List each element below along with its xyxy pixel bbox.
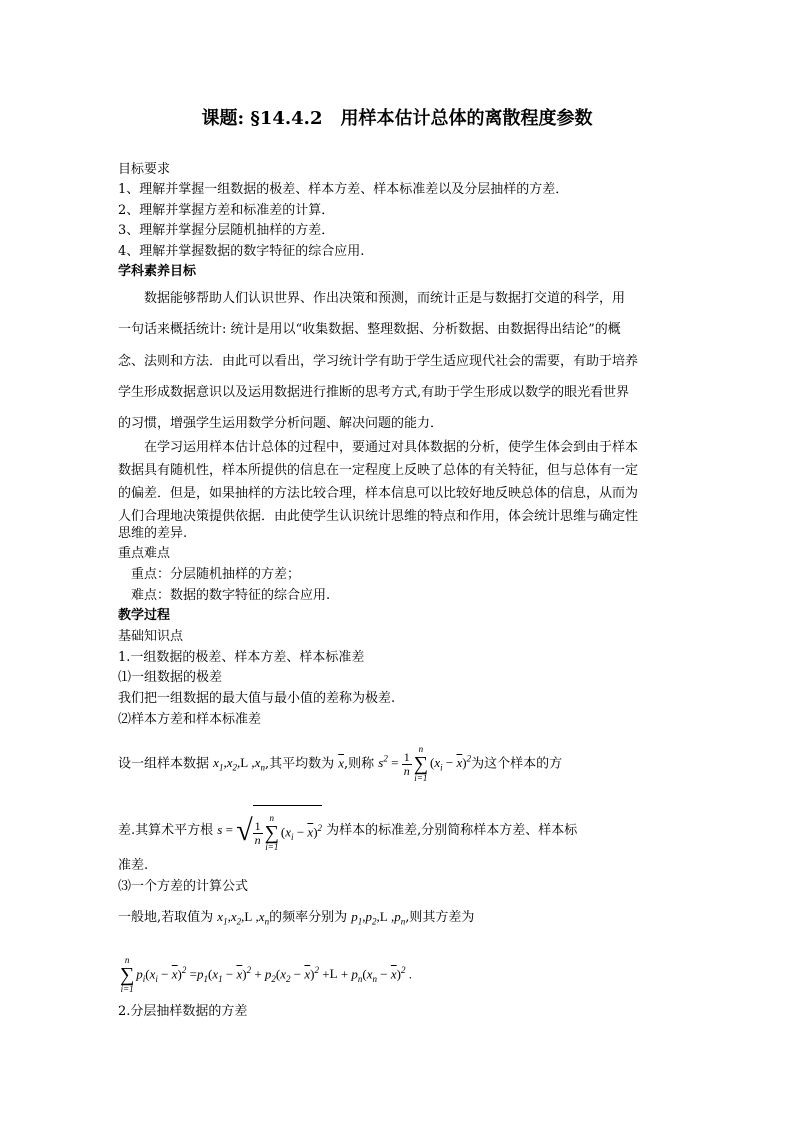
math-variance-formula: $s^2$ = $\frac{1}{n}$ n ∑ $i=1(x_i - \overline{x})^2$ — [378, 744, 472, 784]
paragraph-line: 一句话来概括统计: 统计是用以“收集数据、整理数据、分析数据、由数据得出结论”的概 — [118, 322, 621, 337]
formula-text: 为这个样本的方 — [471, 756, 563, 772]
formula-text: ,则其方差为 — [405, 910, 475, 925]
paragraph-line: 思维的差异. — [118, 526, 188, 541]
goal-item: 3、理解并掌握分层随机抽样的方差． — [118, 223, 335, 238]
paragraph-line: 在学习运用样本估计总体的过程中，要通过对具体数据的分析，使学生体会到由于样本 — [118, 440, 639, 455]
math-sample-data: $x_1,x_2,L$ $,x_n$ — [213, 755, 265, 773]
formula-frequency-line — [118, 906, 474, 933]
subsection-heading: ⑵样本方差和样本标准差 — [118, 712, 262, 727]
paragraph-line: 人们合理地决策提供依据．由此使学生认识统计思维的特点和作用，体会统计思维与确定性 — [118, 509, 639, 524]
subsection-heading: ⑶一个方差的计算公式 — [118, 879, 249, 894]
goals-heading: 目标要求 — [118, 162, 171, 177]
keypoint-difficulty: 难点：数据的数字特征的综合应用. — [118, 588, 331, 603]
paragraph-line: 学生形成数据意识以及运用数据进行推断的思考方式,有助于学生形成以数学的眼光看世界 — [118, 385, 630, 400]
paragraph-line: 数据能够帮助人们认识世界、作出决策和预测，而统计正是与数据打交道的科学，用 — [118, 291, 626, 306]
formula-text: 差.其算术平方根 — [118, 822, 214, 838]
math-mean: $\overline{x}$ — [338, 755, 345, 771]
formula-text: 一般地,若取值为 — [118, 910, 214, 925]
formula-variance-line — [118, 742, 562, 785]
page-title: 课题: §14.4.2 用样本估计总体的离散程度参数 — [201, 108, 593, 129]
formula-text: 为样本的标准差,分别简称样本方差、样本标 — [326, 822, 578, 838]
math-values: $x_1,x_2,L$ $,x_n$ — [217, 909, 270, 927]
literacy-heading: 学科素养目标 — [118, 264, 197, 279]
formula-text: 准差. — [118, 858, 149, 873]
formula-stddev-line — [118, 805, 577, 857]
formula-text: 的频率分别为 — [269, 910, 348, 925]
math-frequencies: $p_1,p_2,L$ $,p_n$ — [351, 909, 406, 927]
subsection-heading: ⑴一组数据的极差 — [118, 670, 223, 685]
formula-text: ,则称 — [344, 756, 375, 772]
math-weighted-variance: n ∑ $i=1p_i(x_i - \overline{x})^2 =p_1(x_1 - \overline{x})^2 + p_2(x_2 - \overline{x})^2 +L + p_n(x_n - \overline{x})^2$ . — [120, 955, 412, 995]
keypoint-focus: 重点：分层随机抽样的方差； — [118, 567, 301, 582]
paragraph-line: 的偏差．但是，如果抽样的方法比较合理，样本信息可以比较好地反映总体的信息，从而为 — [118, 486, 639, 501]
math-stddev-formula: s = √ $\frac{1}{n}$ n ∑ $i=1(x_i - \overline{x})^2$ — [217, 822, 322, 837]
section-heading: 2.分层抽样数据的方差 — [118, 1004, 248, 1019]
paragraph-line: 我们把一组数据的最大值与最小值的差称为极差. — [118, 691, 396, 706]
goal-item: 1、理解并掌握一组数据的极差、样本方差、样本标准差以及分层抽样的方差． — [118, 182, 569, 197]
paragraph-line: 数据具有随机性，样本所提供的信息在一定程度上反映了总体的有关特征，但与总体有一定 — [118, 463, 639, 478]
keypoints-heading: 重点难点 — [118, 546, 171, 561]
formula-text: ,其平均数为 — [264, 756, 335, 772]
goal-item: 2、理解并掌握方差和标准差的计算． — [118, 203, 335, 218]
formula-text: 设一组样本数据 — [118, 756, 210, 772]
paragraph-line: 念、法则和方法．由此可以看出，学习统计学有助于学生适应现代社会的需要，有助于培养 — [118, 354, 639, 369]
section-heading: 1.一组数据的极差、样本方差、样本标准差 — [118, 650, 365, 665]
process-heading: 教学过程 — [118, 608, 171, 623]
paragraph-line: 的习惯，增强学生运用数学分析问题、解决问题的能力． — [118, 416, 444, 431]
basics-heading: 基础知识点 — [118, 629, 184, 644]
goal-item: 4、理解并掌握数据的数字特征的综合应用. — [118, 244, 365, 259]
